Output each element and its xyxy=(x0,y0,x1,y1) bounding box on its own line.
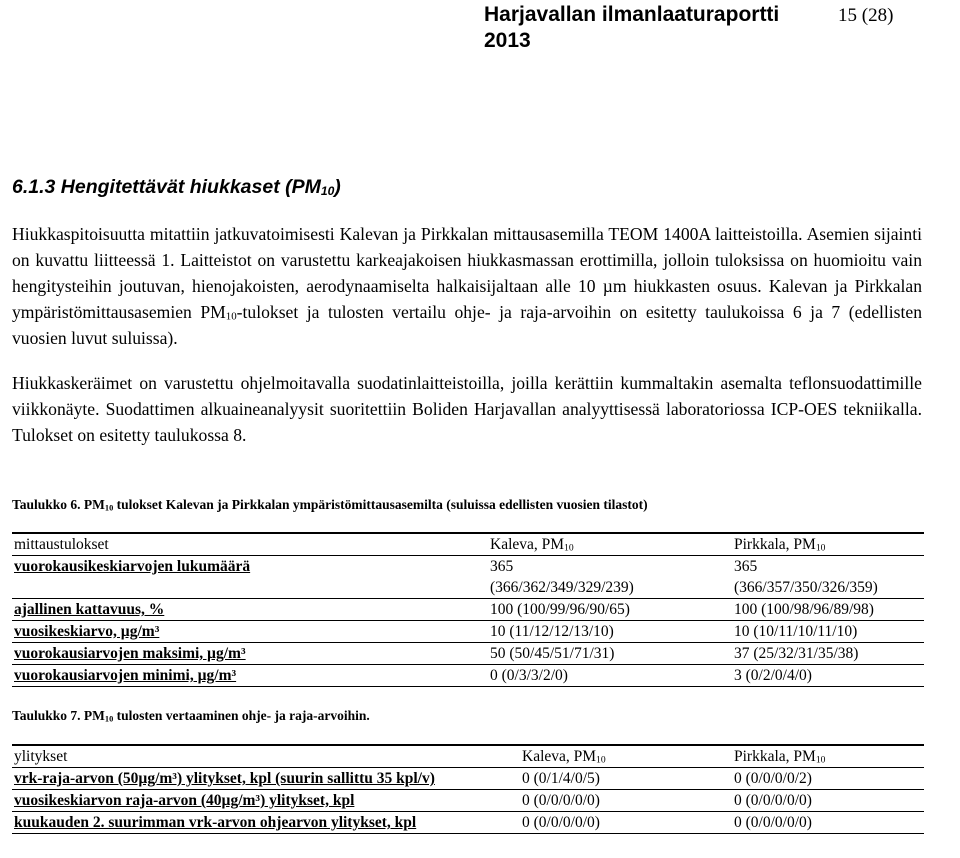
table7-caption-text: Taulukko 7. PM xyxy=(12,708,105,723)
report-title: Harjavallan ilmanlaaturaportti 2013 xyxy=(484,3,780,52)
table6-row-label: vuorokausiarvojen maksimi, µg/m³ xyxy=(12,643,488,665)
table6-caption-text: Taulukko 6. PM xyxy=(12,497,105,512)
table6-cell-pirkkala-history: (366/357/350/326/359) xyxy=(734,579,878,596)
table7-header-kaleva-subscript: 10 xyxy=(596,754,606,766)
table6-cell-pirkkala: 3 (0/2/0/4/0) xyxy=(732,665,924,687)
table6-cell-pirkkala: 37 (25/32/31/35/38) xyxy=(732,643,924,665)
section-heading-subscript: 10 xyxy=(320,183,335,198)
paragraph-measurement-subscript: 10 xyxy=(225,310,237,323)
table7 xyxy=(12,744,924,834)
table6-header-row xyxy=(12,533,924,556)
table-row xyxy=(12,790,924,812)
table7-caption-subscript: 10 xyxy=(104,714,114,724)
table6-row-label: ajallinen kattavuus, % xyxy=(12,599,488,621)
table7-header-exceedances: ylitykset xyxy=(12,745,520,768)
paragraph-measurement-text: Hiukkaspitoisuutta mitattiin jatkuvatoimisesti Kalevan ja Pirkkalan mittausasemilla TEOM 1400A laitteistoilla. Asemien sijainti on kuvattu liitteessä 1. Laitteistot on varustettu karkeajakoisen hiukkasmassan erottimilla, jolloin tuloksissa on huomioitu vain hengitysteihin joutuvan, hienojakoisten, aerodynaamiselta halkaisijaltaan alle 10 µm hiukkasten osuus. Kalevan ja Pirkkalan ympäristömittausasemien PM xyxy=(12,224,922,322)
table6-header-kaleva-text: Kaleva, PM xyxy=(490,536,565,553)
table6-caption-subscript: 10 xyxy=(104,503,114,513)
table7-header-pirkkala xyxy=(732,745,924,768)
table-row xyxy=(12,768,924,790)
table6-header-pirkkala xyxy=(732,533,924,556)
table7-header-kaleva-text: Kaleva, PM xyxy=(522,748,597,765)
section-heading xyxy=(12,174,341,200)
table6-row-label: vuorokausikeskiarvojen lukumäärä xyxy=(12,556,488,599)
table7-caption-text-end: tulosten vertaaminen ohje- ja raja-arvoihin. xyxy=(113,708,370,723)
table6-cell-kaleva xyxy=(488,556,732,599)
section-heading-close: ) xyxy=(334,176,341,198)
table6-caption xyxy=(12,496,648,514)
table7-cell-kaleva: 0 (0/1/4/0/5) xyxy=(520,768,732,790)
section-heading-text: 6.1.3 Hengitettävät hiukkaset (PM xyxy=(12,176,321,198)
table-row xyxy=(12,556,924,599)
table6-header-measurements: mittaustulokset xyxy=(12,533,488,556)
table7-header-pirkkala-text: Pirkkala, PM xyxy=(734,748,816,765)
table-row xyxy=(12,599,924,621)
table7-caption xyxy=(12,707,370,725)
table7-cell-pirkkala: 0 (0/0/0/0/0) xyxy=(732,812,924,834)
table7-row-label: vuosikeskiarvon raja-arvon (40µg/m³) ylitykset, kpl xyxy=(12,790,520,812)
table6-cell-kaleva-history: (366/362/349/329/239) xyxy=(490,579,634,596)
table6-cell-kaleva: 10 (11/12/12/13/10) xyxy=(488,621,732,643)
table6-cell-kaleva: 50 (50/45/51/71/31) xyxy=(488,643,732,665)
table7-cell-kaleva: 0 (0/0/0/0/0) xyxy=(520,790,732,812)
table6-cell-pirkkala xyxy=(732,556,924,599)
table6-cell-pirkkala-value: 365 xyxy=(734,558,758,575)
table7-header-kaleva xyxy=(520,745,732,768)
table6-caption-text-end: tulokset Kalevan ja Pirkkalan ympäristömittausasemilta (suluissa edellisten vuosien tilastot) xyxy=(113,497,648,512)
page-number: 15 (28) xyxy=(838,5,894,26)
table7-row-label: kuukauden 2. suurimman vrk-arvon ohjearvon ylitykset, kpl xyxy=(12,812,520,834)
table6-header-kaleva xyxy=(488,533,732,556)
table7-cell-kaleva: 0 (0/0/0/0/0) xyxy=(520,812,732,834)
table6-cell-pirkkala: 100 (100/98/96/89/98) xyxy=(732,599,924,621)
table-row xyxy=(12,812,924,834)
table7-header-row xyxy=(12,745,924,768)
table7-header-pirkkala-subscript: 10 xyxy=(815,754,826,766)
table7-cell-pirkkala: 0 (0/0/0/0/2) xyxy=(732,768,924,790)
paragraph-collectors: Hiukkaskeräimet on varustettu ohjelmoitavalla suodatinlaitteistoilla, joilla kerättiin kummaltakin asemalta teflonsuodattimille viikkonäyte. Suodattimen alkuaineanalyysit suoritettiin Boliden Harjavallan analyyttisessä laboratoriossa ICP-OES tekniikalla. Tulokset on esitetty taulukossa 8. xyxy=(12,373,922,445)
table6-cell-kaleva: 100 (100/99/96/90/65) xyxy=(488,599,732,621)
table-row xyxy=(12,643,924,665)
table6-cell-kaleva-value: 365 xyxy=(490,558,514,575)
table6-cell-pirkkala: 10 (10/11/10/11/10) xyxy=(732,621,924,643)
table6-row-label: vuosikeskiarvo, µg/m³ xyxy=(12,621,488,643)
table6-row-label: vuorokausiarvojen minimi, µg/m³ xyxy=(12,665,488,687)
table-row xyxy=(12,621,924,643)
table-row xyxy=(12,665,924,687)
table6-header-pirkkala-subscript: 10 xyxy=(815,542,826,554)
paragraph-measurement-text-end: -tulokset ja tulosten vertailu ohje- ja raja-arvoihin on esitetty taulukoissa 6 ja 7 (edellisten vuosien luvut suluissa). xyxy=(12,302,923,348)
table6 xyxy=(12,532,924,687)
table7-cell-pirkkala: 0 (0/0/0/0/0) xyxy=(732,790,924,812)
table6-cell-kaleva: 0 (0/3/3/2/0) xyxy=(488,665,732,687)
table7-row-label: vrk-raja-arvon (50µg/m³) ylitykset, kpl (suurin sallittu 35 kpl/v) xyxy=(12,768,520,790)
paragraph-measurement xyxy=(12,221,922,351)
table6-header-pirkkala-text: Pirkkala, PM xyxy=(734,536,816,553)
table6-header-kaleva-subscript: 10 xyxy=(564,542,574,554)
